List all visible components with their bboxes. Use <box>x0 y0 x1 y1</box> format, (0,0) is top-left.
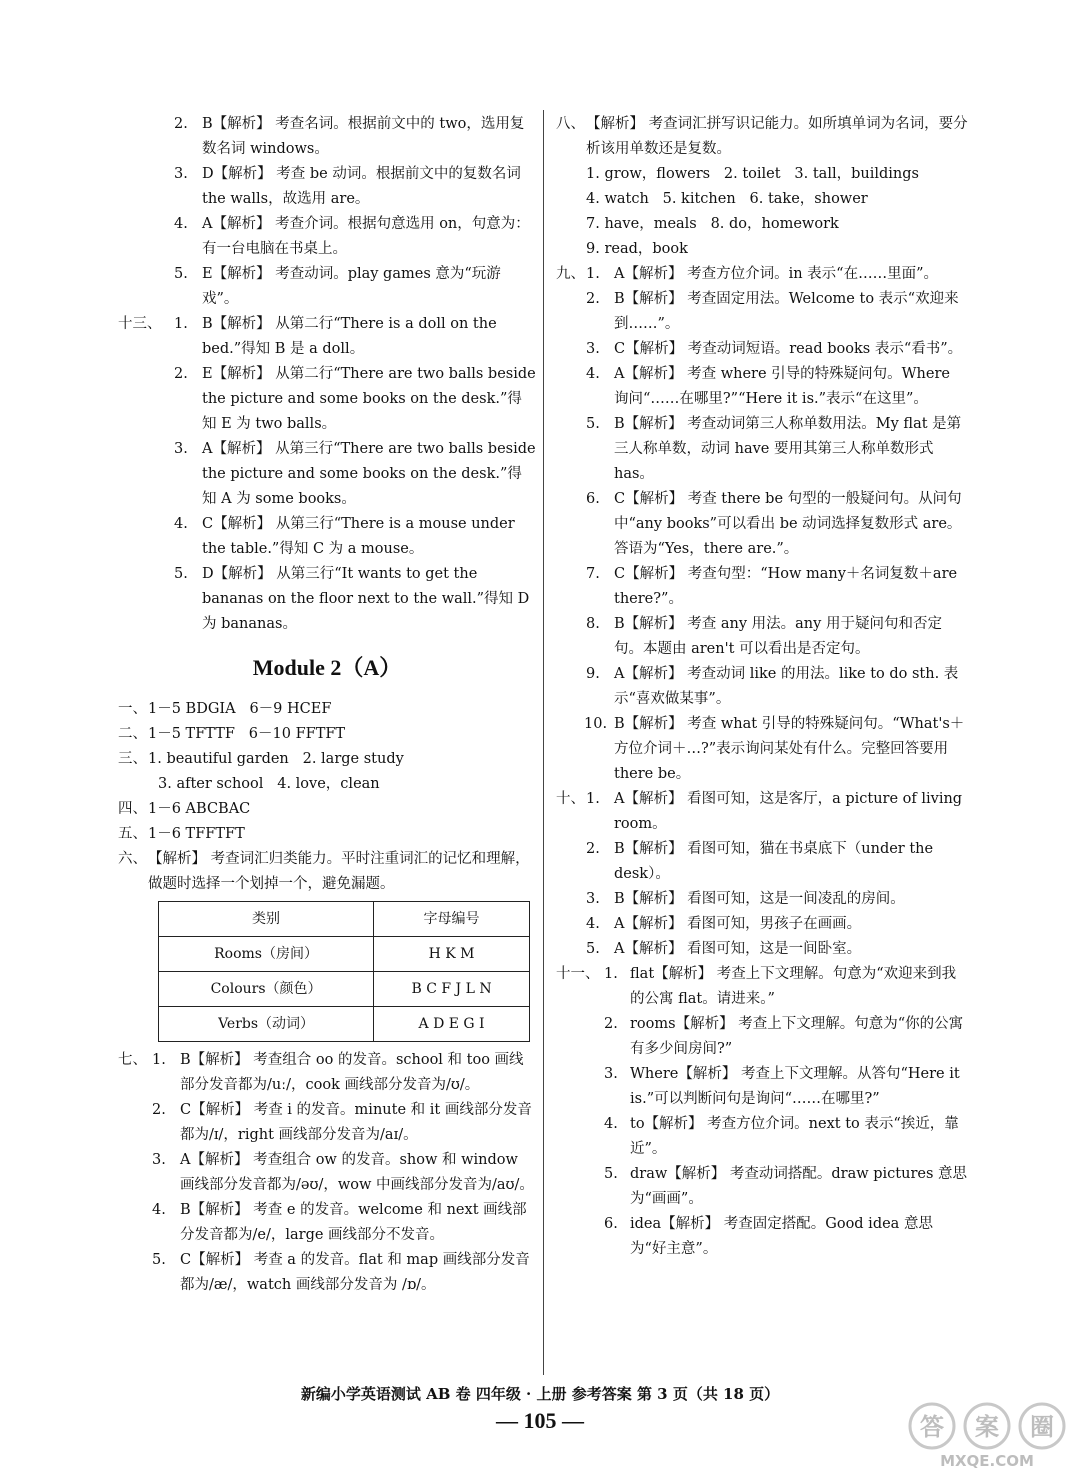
item-number: 1. <box>586 791 600 807</box>
item-number: 5. <box>604 1166 618 1182</box>
watermark-char: 圈 <box>1030 1413 1054 1441</box>
item-number: 2. <box>152 1102 166 1118</box>
q10-section <box>556 787 968 962</box>
answer-item <box>118 262 536 312</box>
answer-item <box>556 837 968 887</box>
q8-text <box>556 112 968 162</box>
item-text: E【解析】 考查动词。play games 意为“玩游戏”。 <box>202 266 501 307</box>
item-number: 1. <box>174 316 188 332</box>
q9-section <box>556 262 968 787</box>
item-number: 3. <box>586 891 600 907</box>
right-column <box>556 112 968 1262</box>
item-text: B【解析】 考查动词第三人称单数用法。My flat 是第三人称单数，动词 have 要用其第三人称单数形式 has。 <box>614 416 962 482</box>
table-header-row <box>159 902 530 937</box>
item-text: A【解析】 考查组合 ow 的发音。show 和 window 画线部分发音都为/əʊ/，wow 中画线部分发音为/aʊ/。 <box>180 1152 534 1193</box>
answer-item <box>556 562 968 612</box>
item-number: 5. <box>152 1252 166 1268</box>
item-text: C【解析】 考查句型：“How many＋名词复数＋are there?”。 <box>614 566 958 607</box>
item-number: 2. <box>586 291 600 307</box>
table-cell: Colours（颜色） <box>159 972 374 1007</box>
watermark-char: 答 <box>920 1413 944 1441</box>
answer-row <box>118 697 536 722</box>
answer-row <box>118 722 536 747</box>
item-number: 10. <box>584 716 608 732</box>
q6-section <box>118 847 536 897</box>
section-label: 九、 <box>556 266 585 282</box>
item-number: 2. <box>174 366 188 382</box>
item-number: 5. <box>174 566 188 582</box>
item-number: 3. <box>174 166 188 182</box>
item-text: A【解析】 从第三行“There are two balls beside the picture and some books on the desk.”得知 A 为 some books。 <box>202 441 536 507</box>
item-number: 1. <box>152 1052 166 1068</box>
item-text: B【解析】 从第二行“There is a doll on the bed.”得知 B 是 a doll。 <box>202 316 497 357</box>
answer-item <box>556 412 968 487</box>
item-number: 5. <box>586 416 600 432</box>
answer-item <box>556 712 968 787</box>
answer-item <box>556 362 968 412</box>
answer-item <box>556 787 968 837</box>
item-number: 2. <box>586 841 600 857</box>
answer-item <box>556 337 968 362</box>
q6-text <box>118 847 536 897</box>
item-text: A【解析】 考查方位介词。in 表示“在……里面”。 <box>614 266 938 282</box>
item-text: C【解析】 考查动词短语。read books 表示“看书”。 <box>614 341 963 357</box>
answer-text: 1－6 TFFTFT <box>148 826 245 842</box>
item-text: A【解析】 看图可知，这是客厅，a picture of living room。 <box>614 791 963 832</box>
item-text: B【解析】 考查组合 oo 的发音。school 和 too 画线部分发音都为/uː/，cook 画线部分发音为/ʊ/。 <box>180 1052 524 1093</box>
item-number: 5. <box>174 266 188 282</box>
answer-item <box>556 887 968 912</box>
table-cell: A D E G I <box>374 1007 530 1042</box>
item-text: C【解析】 考查 a 的发音。flat 和 map 画线部分发音都为/æ/，watch 画线部分发音为 /ɒ/。 <box>180 1252 530 1293</box>
q8-section <box>556 112 968 162</box>
q11-section <box>556 962 968 1262</box>
table-cell: Rooms（房间） <box>159 937 374 972</box>
item-text: A【解析】 考查介词。根据句意选用 on，句意为：有一台电脑在书桌上。 <box>202 216 530 257</box>
item-number: 3. <box>174 441 188 457</box>
item-number: 7. <box>586 566 600 582</box>
item-text: to【解析】 考查方位介词。next to 表示“挨近，靠近”。 <box>630 1116 959 1157</box>
item-text: B【解析】 考查名词。根据前文中的 two，选用复数名词 windows。 <box>202 116 525 157</box>
answer-item <box>118 512 536 562</box>
table-row <box>159 972 530 1007</box>
answer-item <box>118 1098 536 1148</box>
answer-item <box>118 1198 536 1248</box>
item-text: C【解析】 从第三行“There is a mouse under the table.”得知 C 为 a mouse。 <box>202 516 515 557</box>
item-number: 4. <box>604 1116 618 1132</box>
item-text: C【解析】 考查 there be 句型的一般疑问句。从问句中“any books”可以看出 be 动词选择复数形式 are。答语为“Yes，there are.”。 <box>614 491 962 557</box>
section-text: 【解析】 考查词汇归类能力。平时注重词汇的记忆和理解，做题时选择一个划掉一个，避免漏题。 <box>148 851 530 892</box>
item-number: 1. <box>586 266 600 282</box>
item-text: C【解析】 考查 i 的发音。minute 和 it 画线部分发音都为/ɪ/，right 画线部分发音为/aɪ/。 <box>180 1102 532 1143</box>
answer-row <box>118 797 536 822</box>
item-number: 2. <box>604 1016 618 1032</box>
q13-section <box>118 312 536 637</box>
answer-text: 1－5 BDGIA 6－9 HCEF <box>148 701 332 717</box>
answer-item <box>556 962 968 1012</box>
answer-text: 1－5 TFTTF 6－10 FFTFT <box>148 726 346 742</box>
item-text: D【解析】 从第三行“It wants to get the bananas on the floor next to the wall.”得知 D 为 bananas。 <box>202 566 530 632</box>
item-text: B【解析】 考查固定用法。Welcome to 表示“欢迎来到……”。 <box>614 291 959 332</box>
answer-item <box>118 162 536 212</box>
section-label: 五、 <box>118 826 147 842</box>
answer-item <box>556 1062 968 1112</box>
section-label: 十三、 <box>118 316 162 332</box>
answer-item <box>118 212 536 262</box>
item-number: 3. <box>604 1066 618 1082</box>
section-label: 四、 <box>118 801 147 817</box>
left-column <box>118 112 536 1298</box>
answer-row: 7. have，meals 8. do，homework <box>586 216 839 232</box>
answer-item <box>118 362 536 437</box>
table-header-letters: 字母编号 <box>374 902 530 937</box>
answer-item <box>118 1048 536 1098</box>
page-footer: 新编小学英语测试 AB 卷 四年级 · 上册 参考答案 第 3 页（共 18 页） <box>300 1385 780 1403</box>
watermark-url: MXQE.COM <box>940 1452 1034 1470</box>
q8-answer-rows <box>556 162 968 262</box>
answer-row <box>118 822 536 847</box>
answer-list <box>118 697 536 847</box>
answer-row <box>118 747 536 772</box>
answer-item <box>556 662 968 712</box>
q12-items <box>118 112 536 312</box>
answer-item <box>118 437 536 512</box>
item-text: A【解析】 考查动词 like 的用法。like to do sth. 表示“喜欢做某事”。 <box>614 666 959 707</box>
table-header-category: 类别 <box>159 902 374 937</box>
table-cell: H K M <box>374 937 530 972</box>
item-number: 9. <box>586 666 600 682</box>
answer-item <box>556 912 968 937</box>
table-row <box>159 937 530 972</box>
item-text: D【解析】 考查 be 动词。根据前文中的复数名词 the walls，故选用 are。 <box>202 166 521 207</box>
item-text: draw【解析】 考查动词搭配。draw pictures 意思为“画画”。 <box>630 1166 968 1207</box>
item-number: 3. <box>152 1152 166 1168</box>
vocab-table <box>158 901 530 1042</box>
section-label: 六、 <box>118 851 147 867</box>
item-text: B【解析】 看图可知，猫在书桌底下（under the desk）。 <box>614 841 934 882</box>
item-number: 1. <box>604 966 618 982</box>
item-text: rooms【解析】 考查上下文理解。句意为“你的公寓有多少间房间?” <box>630 1016 964 1057</box>
item-text: Where【解析】 考查上下文理解。从答句“Here it is.”可以判断问句是询问“……在哪里?” <box>630 1066 960 1107</box>
answer-item <box>118 1248 536 1298</box>
answer-item <box>118 562 536 637</box>
item-text: B【解析】 考查 what 引导的特殊疑问句。“What's＋方位介词＋…?”表示询问某处有什么。完整回答要用 there be。 <box>614 716 965 782</box>
page-number: — 105 — <box>496 1408 584 1433</box>
section-label: 八、 <box>556 116 585 132</box>
section-label: 十、 <box>556 791 585 807</box>
answer-item <box>556 1162 968 1212</box>
answer-item <box>556 1012 968 1062</box>
item-number: 2. <box>174 116 188 132</box>
q7-section <box>118 1048 536 1298</box>
answer-row: 1. grow，flowers 2. toilet 3. tall，buildings <box>586 166 919 182</box>
section-label: 二、 <box>118 726 147 742</box>
answer-item <box>556 1112 968 1162</box>
answer-item <box>556 1212 968 1262</box>
item-number: 8. <box>586 616 600 632</box>
answer-text: 1－6 ABCBAC <box>148 801 251 817</box>
item-text: B【解析】 考查 e 的发音。welcome 和 next 画线部分发音都为/e/，large 画线部分不发音。 <box>180 1202 527 1243</box>
item-text: idea【解析】 考查固定搭配。Good idea 意思为“好主意”。 <box>630 1216 933 1257</box>
table-row <box>159 1007 530 1042</box>
item-text: A【解析】 考查 where 引导的特殊疑问句。Where 询问“……在哪里?”“Here it is.”表示“在这里”。 <box>614 366 950 407</box>
item-number: 4. <box>586 366 600 382</box>
item-text: B【解析】 考查 any 用法。any 用于疑问句和否定句。本题由 aren't 可以看出是否定句。 <box>614 616 942 657</box>
section-label: 三、 <box>118 751 147 767</box>
answer-item <box>556 487 968 562</box>
item-text: flat【解析】 考查上下文理解。句意为“欢迎来到我的公寓 flat。请进来。” <box>630 966 957 1007</box>
answer-text: 1. beautiful garden 2. large study <box>148 751 404 767</box>
answer-item <box>118 312 536 362</box>
answer-row: 9. read，book <box>586 241 688 257</box>
item-number: 4. <box>174 516 188 532</box>
answer-text: 3. after school 4. love，clean <box>158 776 380 792</box>
watermark-logo <box>892 1396 1072 1471</box>
item-text: A【解析】 看图可知，男孩子在画画。 <box>614 916 862 932</box>
answer-item <box>556 287 968 337</box>
item-number: 4. <box>152 1202 166 1218</box>
item-text: B【解析】 看图可知，这是一间凌乱的房间。 <box>614 891 905 907</box>
answer-item <box>118 1148 536 1198</box>
item-number: 5. <box>586 941 600 957</box>
column-divider <box>543 110 544 1375</box>
section-label: 十一、 <box>556 966 600 982</box>
section-label: 一、 <box>118 701 147 717</box>
answer-row: 4. watch 5. kitchen 6. take，shower <box>586 191 868 207</box>
item-text: E【解析】 从第二行“There are two balls beside the picture and some books on the desk.”得知 E 为 two balls。 <box>202 366 536 432</box>
item-number: 3. <box>586 341 600 357</box>
watermark-char: 案 <box>975 1413 999 1441</box>
item-number: 4. <box>174 216 188 232</box>
answer-item <box>556 612 968 662</box>
answer-item <box>556 937 968 962</box>
answer-row <box>118 772 536 797</box>
module-title: Module 2（A） <box>252 655 402 680</box>
section-text: 【解析】 考查词汇拼写识记能力。如所填单词为名词，要分析该用单数还是复数。 <box>586 116 968 157</box>
item-number: 4. <box>586 916 600 932</box>
item-number: 6. <box>586 491 600 507</box>
section-label: 七、 <box>118 1052 147 1068</box>
item-number: 6. <box>604 1216 618 1232</box>
item-text: A【解析】 看图可知，这是一间卧室。 <box>614 941 862 957</box>
answer-item <box>118 112 536 162</box>
answer-item <box>556 262 968 287</box>
table-cell: B C F J L N <box>374 972 530 1007</box>
table-cell: Verbs（动词） <box>159 1007 374 1042</box>
